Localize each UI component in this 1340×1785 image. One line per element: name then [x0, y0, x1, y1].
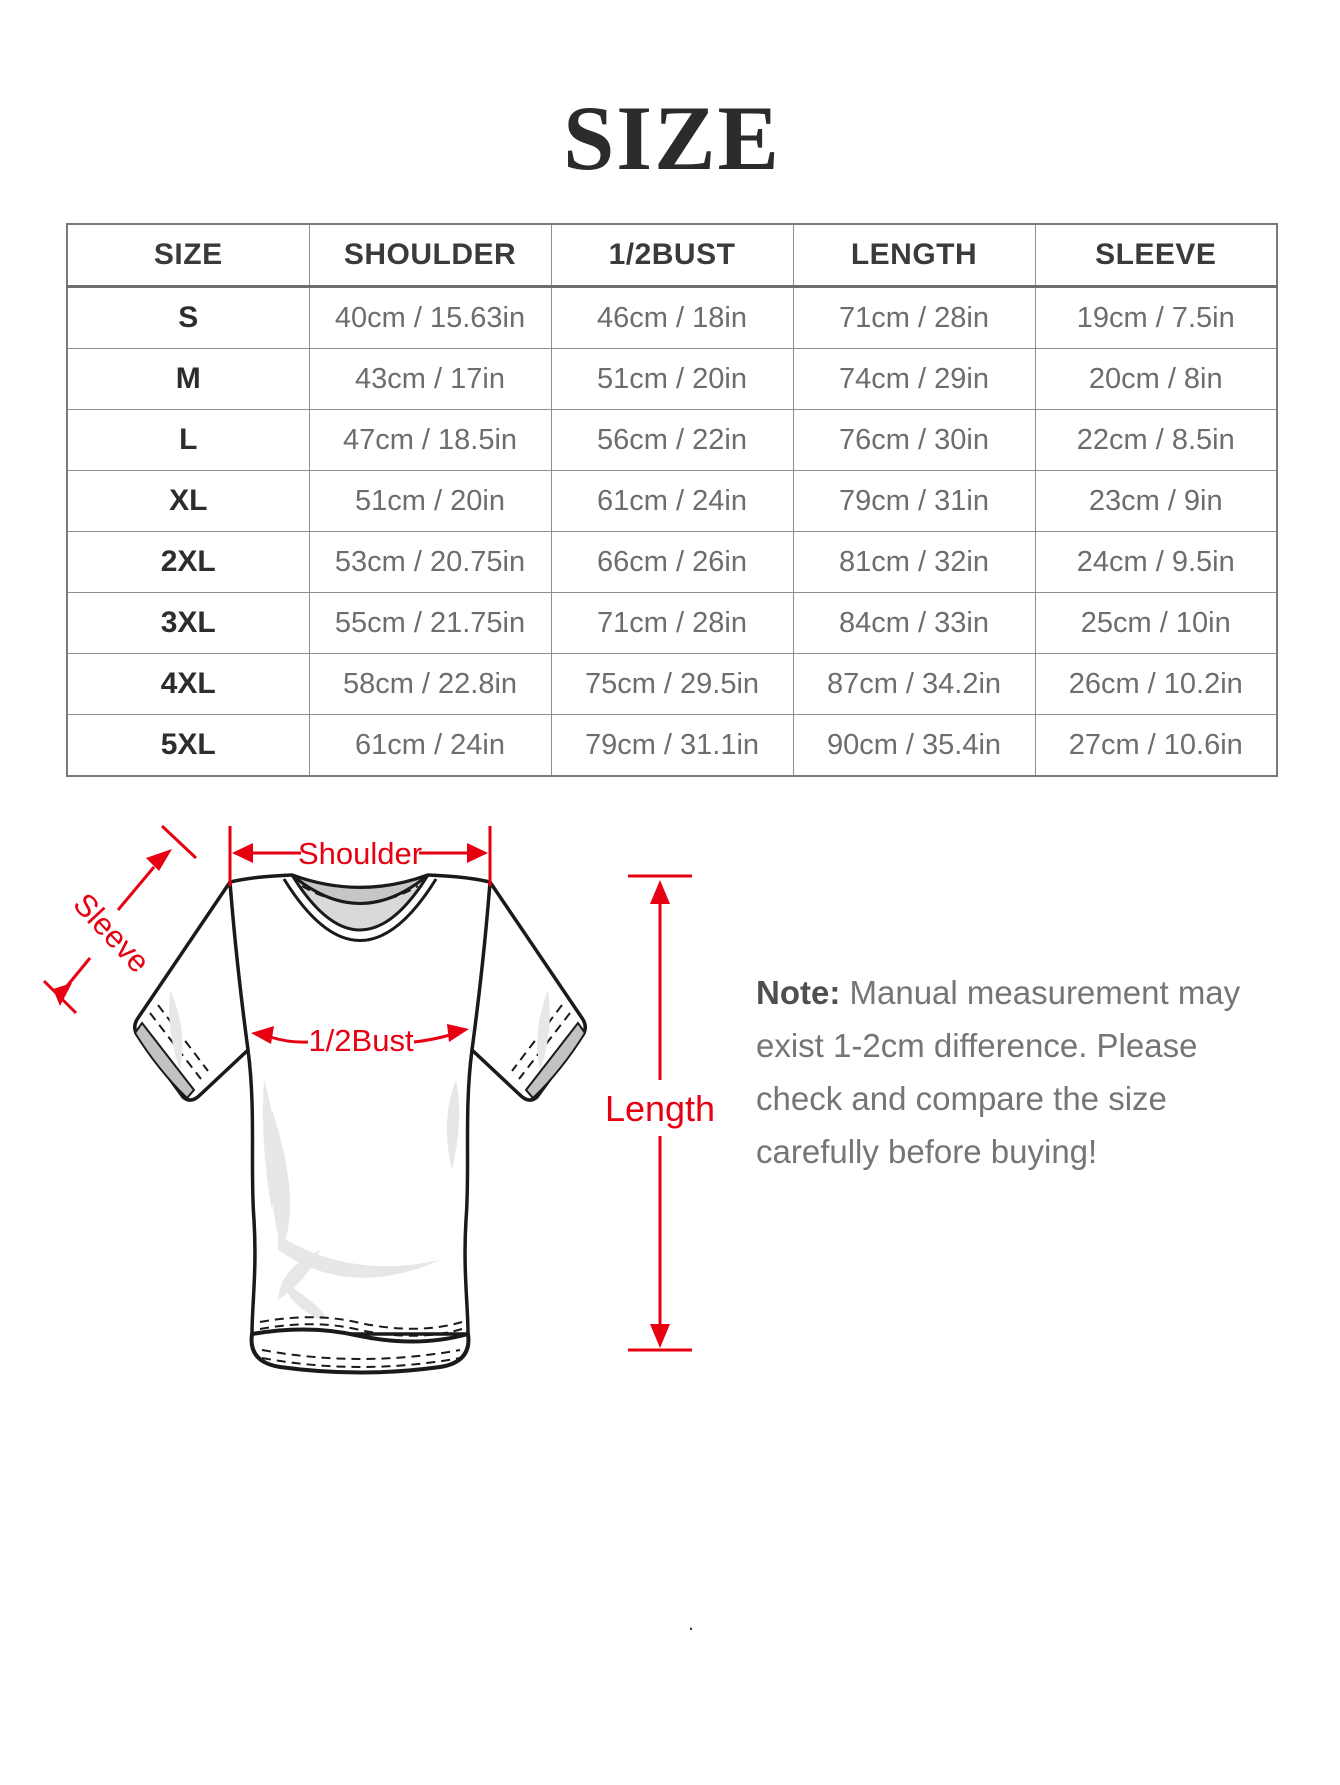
measurement-cell: 61cm / 24in [551, 471, 793, 532]
measurement-cell: 51cm / 20in [309, 471, 551, 532]
table-row [67, 349, 1277, 410]
measurement-cell: 79cm / 31.1in [551, 715, 793, 777]
size-cell: 4XL [67, 654, 309, 715]
measurement-cell: 19cm / 7.5in [1035, 287, 1277, 349]
length-dimension [605, 876, 715, 1350]
measurement-cell: 81cm / 32in [793, 532, 1035, 593]
size-table-body [67, 287, 1277, 777]
size-cell: L [67, 410, 309, 471]
measurement-cell: 47cm / 18.5in [309, 410, 551, 471]
tshirt-graphic [135, 875, 586, 1373]
header-row [67, 224, 1277, 287]
size-cell: 2XL [67, 532, 309, 593]
column-header: SIZE [67, 224, 309, 287]
size-table [66, 223, 1278, 777]
measurement-cell: 23cm / 9in [1035, 471, 1277, 532]
right-sleeve [472, 882, 585, 1100]
sleeve-label: Sleeve [66, 886, 157, 980]
stray-dot: . [688, 1610, 695, 1635]
measurement-cell: 61cm / 24in [309, 715, 551, 777]
table-row [67, 410, 1277, 471]
note-line: carefully before buying! [756, 1133, 1098, 1170]
measurement-cell: 84cm / 33in [793, 593, 1035, 654]
column-header: SLEEVE [1035, 224, 1277, 287]
measurement-cell: 58cm / 22.8in [309, 654, 551, 715]
table-row [67, 471, 1277, 532]
table-row [67, 715, 1277, 777]
note-prefix: Note: [756, 974, 841, 1011]
measurement-cell: 75cm / 29.5in [551, 654, 793, 715]
measurement-cell: 53cm / 20.75in [309, 532, 551, 593]
measurement-cell: 22cm / 8.5in [1035, 410, 1277, 471]
note [756, 966, 1241, 1178]
table-row [67, 287, 1277, 349]
table-row [67, 532, 1277, 593]
measurement-cell: 20cm / 8in [1035, 349, 1277, 410]
measurement-cell: 55cm / 21.75in [309, 593, 551, 654]
half-bust-label: 1/2Bust [308, 1023, 414, 1058]
note-line: check and compare the size [756, 1080, 1167, 1117]
size-cell: 5XL [67, 715, 309, 777]
measurement-cell: 26cm / 10.2in [1035, 654, 1277, 715]
measurement-cell: 46cm / 18in [551, 287, 793, 349]
page-title: SIZE [563, 87, 781, 189]
measurement-cell: 79cm / 31in [793, 471, 1035, 532]
size-cell: M [67, 349, 309, 410]
measurement-cell: 27cm / 10.6in [1035, 715, 1277, 777]
measurement-cell: 51cm / 20in [551, 349, 793, 410]
measurement-cell: 90cm / 35.4in [793, 715, 1035, 777]
measurement-cell: 40cm / 15.63in [309, 287, 551, 349]
column-header: LENGTH [793, 224, 1035, 287]
note-line: Note: Manual measurement may [756, 974, 1241, 1011]
column-header: SHOULDER [309, 224, 551, 287]
measurement-cell: 24cm / 9.5in [1035, 532, 1277, 593]
table-row [67, 654, 1277, 715]
measurement-cell: 87cm / 34.2in [793, 654, 1035, 715]
measurement-cell: 74cm / 29in [793, 349, 1035, 410]
note-line: exist 1-2cm difference. Please [756, 1027, 1198, 1064]
measurement-cell: 25cm / 10in [1035, 593, 1277, 654]
measurement-cell: 66cm / 26in [551, 532, 793, 593]
size-cell: XL [67, 471, 309, 532]
size-cell: 3XL [67, 593, 309, 654]
left-sleeve [135, 882, 248, 1100]
measurement-cell: 76cm / 30in [793, 410, 1035, 471]
table-row [67, 593, 1277, 654]
measurement-cell: 56cm / 22in [551, 410, 793, 471]
measurement-cell: 71cm / 28in [793, 287, 1035, 349]
measurement-cell: 43cm / 17in [309, 349, 551, 410]
column-header: 1/2BUST [551, 224, 793, 287]
size-cell: S [67, 287, 309, 349]
measurement-cell: 71cm / 28in [551, 593, 793, 654]
length-label: Length [604, 1088, 716, 1129]
size-table-header [67, 224, 1277, 287]
tshirt-measurement-diagram [20, 780, 740, 1400]
shoulder-label: Shoulder [297, 836, 423, 871]
